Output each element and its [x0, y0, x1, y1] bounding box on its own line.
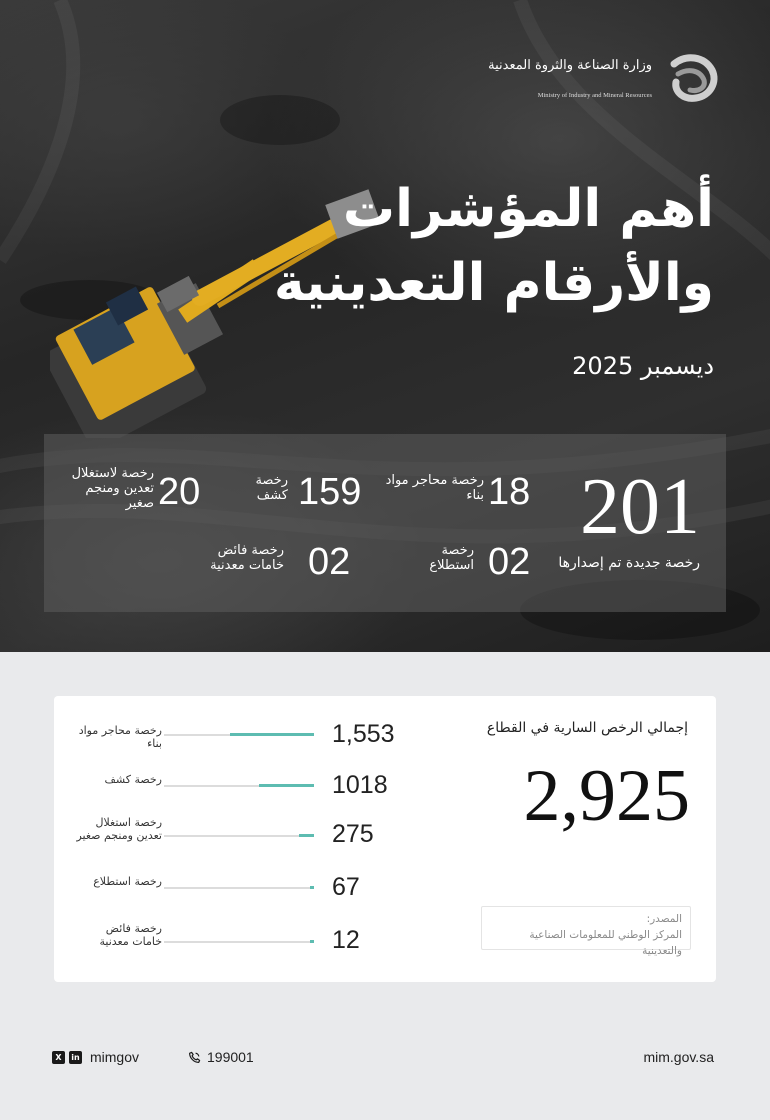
- breakdown-bar-exploration: [259, 784, 314, 787]
- source-box: [481, 906, 691, 957]
- website-link[interactable]: mim.gov.sa: [643, 1049, 714, 1065]
- ministry-logo-icon: [664, 52, 718, 104]
- breakdown-track-surplus: [164, 941, 314, 943]
- breakdown-track-quarry: [164, 734, 314, 736]
- active-licenses-title: إجمالي الرخص السارية في القطاع: [486, 720, 688, 736]
- social-handle[interactable]: mimgov: [90, 1049, 140, 1065]
- breakdown-bar-quarry: [230, 733, 314, 736]
- linkedin-icon[interactable]: in: [69, 1051, 82, 1064]
- breakdown-bar-small-mine: [299, 834, 314, 837]
- x-icon[interactable]: X: [52, 1051, 65, 1064]
- stat-small-mine-value: 20: [158, 471, 201, 513]
- footer-social: [52, 1049, 139, 1065]
- breakdown-track-small-mine: [164, 835, 314, 837]
- active-licenses-total: 2,925: [523, 755, 690, 837]
- source-name: المركز الوطني للمعلومات الصناعية والتعدينية: [529, 929, 682, 957]
- report-date: ديسمبر 2025: [572, 352, 714, 380]
- stat-small-mine-label: رخصة لاستغلال تعدين ومنجم صغير: [71, 466, 154, 511]
- breakdown-track-reconnaissance: [164, 887, 314, 889]
- stat-reconnaissance-label: رخصة استطلاع: [429, 543, 474, 573]
- breakdown-value-reconnaissance: 67: [332, 873, 360, 901]
- breakdown-value-exploration: 1018: [332, 771, 388, 799]
- breakdown-label-exploration: رخصة كشف: [104, 773, 162, 786]
- breakdown-value-small-mine: 275: [332, 820, 374, 848]
- ministry-name-en: Ministry of Industry and Mineral Resources: [537, 92, 652, 99]
- stat-quarry-label: رخصة محاجر مواد بناء: [385, 473, 484, 503]
- footer-phone: [188, 1049, 254, 1065]
- page-title: أهم المؤشرات والأرقام التعدينية: [273, 179, 714, 313]
- stat-surplus-value: 02: [308, 541, 351, 583]
- stat-surplus-label: رخصة فائض خامات معدنية: [210, 543, 284, 573]
- stat-exploration-label: رخصة كشف: [255, 473, 288, 503]
- breakdown-value-quarry: 1,553: [332, 720, 395, 748]
- breakdown-label-reconnaissance: رخصة استطلاع: [93, 875, 162, 888]
- phone-number[interactable]: 199001: [207, 1049, 254, 1065]
- breakdown-label-surplus: رخصة فائض خامات معدنية: [99, 922, 162, 948]
- breakdown-bar-surplus: [310, 940, 314, 943]
- stat-exploration-value: 159: [298, 471, 362, 513]
- source-label: المصدر:: [646, 913, 682, 925]
- new-licenses-total-label: رخصة جديدة تم إصدارها: [558, 555, 700, 571]
- stat-quarry-value: 18: [488, 471, 531, 513]
- breakdown-track-exploration: [164, 785, 314, 787]
- breakdown-label-quarry: رخصة محاجر مواد بناء: [78, 724, 162, 750]
- phone-icon: [188, 1051, 201, 1064]
- breakdown-label-small-mine: رخصة استغلال تعدين ومنجم صغير: [76, 816, 162, 842]
- ministry-name-ar: وزارة الصناعة والثروة المعدنية: [488, 58, 652, 73]
- breakdown-bar-reconnaissance: [310, 886, 314, 889]
- stat-reconnaissance-value: 02: [488, 541, 531, 583]
- new-licenses-total: 201: [580, 463, 700, 551]
- breakdown-value-surplus: 12: [332, 926, 360, 954]
